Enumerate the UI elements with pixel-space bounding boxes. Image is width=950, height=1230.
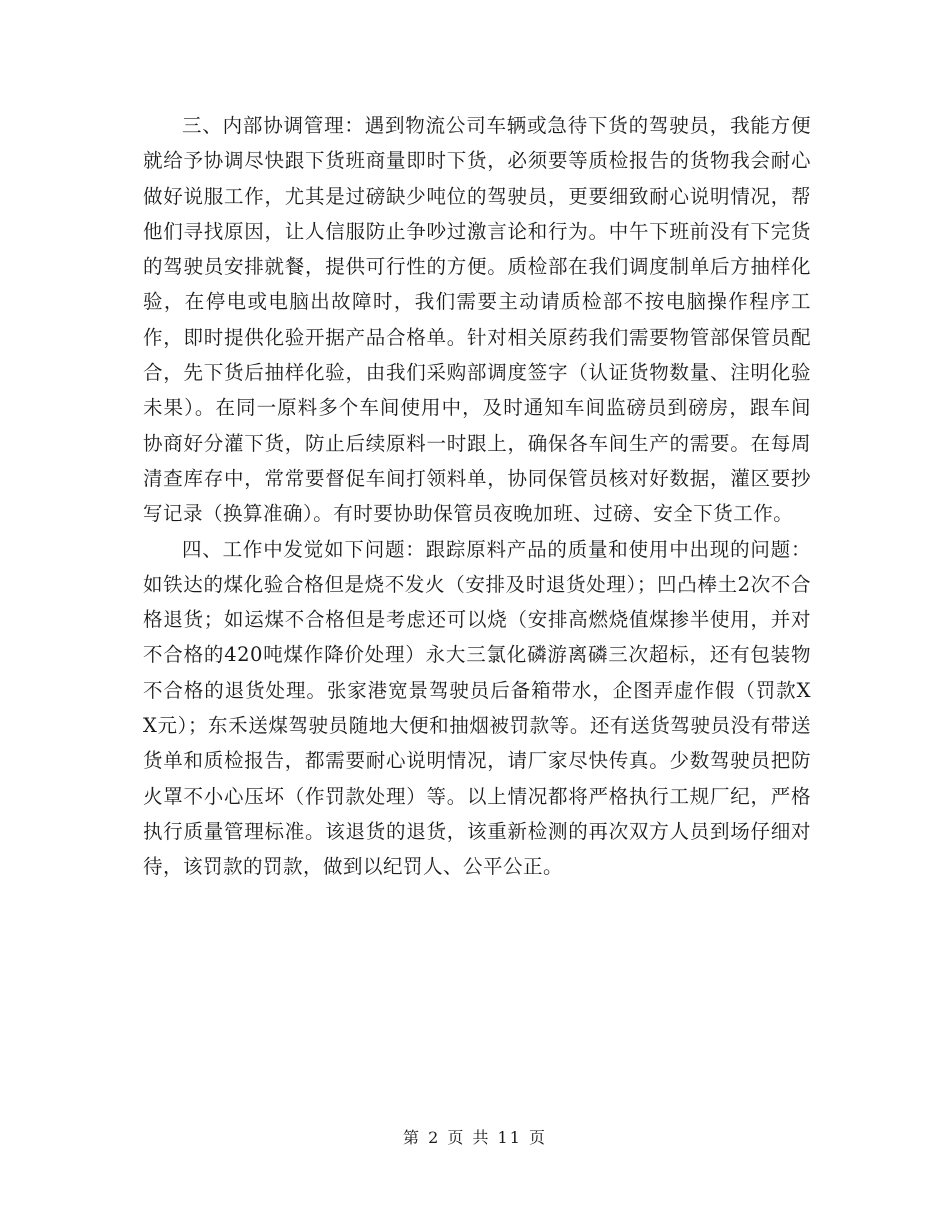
document-body <box>143 108 811 885</box>
paragraph-problems-found: 四、工作中发觉如下问题：跟踪原料产品的质量和使用中出现的问题：如铁达的煤化验合格但是烧不发火（安排及时退货处理）；凹凸棒土2次不合格退货；如运煤不合格但是考虑还可以烧（安排高燃烧值煤掺半使用，并对不合格的420吨煤作降价处理）永大三氯化磷游离磷三次超标，还有包装物不合格的退货处理。张家港宽景驾驶员后备箱带水，企图弄虚作假（罚款XX元）；东禾送煤驾驶员随地大便和抽烟被罚款等。还有送货驾驶员没有带送货单和质检报告，都需要耐心说明情况，请厂家尽快传真。少数驾驶员把防火罩不小心压坏（作罚款处理）等。以上情况都将严格执行工规厂纪，严格执行质量管理标准。该退货的退货，该重新检测的再次双方人员到场仔细对待，该罚款的罚款，做到以纪罚人、公平公正。 <box>143 537 811 879</box>
page-number-footer: 第 2 页 共 11 页 <box>403 1128 547 1147</box>
paragraph-internal-coordination: 三、内部协调管理：遇到物流公司车辆或急待下货的驾驶员，我能方便就给予协调尽快跟下货班商量即时下货，必须要等质检报告的货物我会耐心做好说服工作，尤其是过磅缺少吨位的驾驶员，更要细致耐心说明情况，帮他们寻找原因，让人信服防止争吵过激言论和行为。中午下班前没有下完货的驾驶员安排就餐，提供可行性的方便。质检部在我们调度制单后方抽样化验，在停电或电脑出故障时，我们需要主动请质检部不按电脑操作程序工作，即时提供化验开据产品合格单。针对相关原药我们需要物管部保管员配合，先下货后抽样化验，由我们采购部调度签字（认证货物数量、注明化验未果）。在同一原料多个车间使用中，及时通知车间监磅员到磅房，跟车间协商好分灌下货，防止后续原料一时跟上，确保各车间生产的需要。在每周清查库存中，常常要督促车间打领料单，协同保管员核对好数据，灌区要抄写记录（换算准确）。有时要协助保管员夜晚加班、过磅、安全下货工作。 <box>143 114 811 526</box>
